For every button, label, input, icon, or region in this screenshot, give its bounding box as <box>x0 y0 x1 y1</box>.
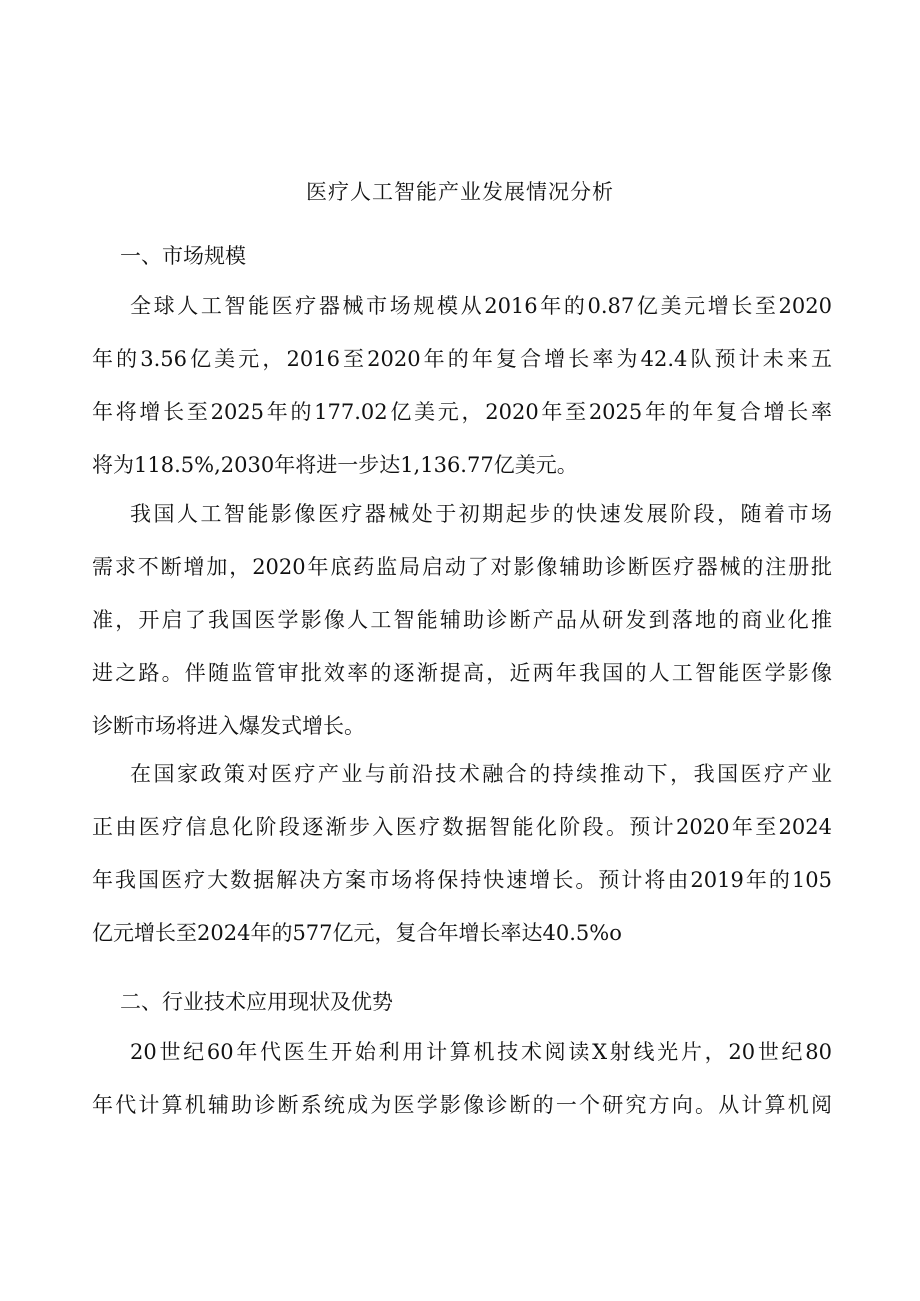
paragraph-line: 准，开启了我国医学影像人工智能辅助诊断产品从研发到落地的商业化推 <box>92 608 832 632</box>
paragraph-line: 年的3.56亿美元，2016至2020年的年复合增长率为42.4队预计未来五 <box>92 347 832 371</box>
paragraph-line: 亿元增长至2024年的577亿元，复合年增长率达40.5%o <box>92 921 622 945</box>
paragraph-line: 我国人工智能影像医疗器械处于初期起步的快速发展阶段，随着市场 <box>130 502 832 526</box>
paragraph-line: 将为118.5%,2030年将进一步达1,136.77亿美元。 <box>92 453 578 477</box>
section-heading-technology-status: 二、行业技术应用现状及优势 <box>120 990 393 1014</box>
paragraph-line: 年代计算机辅助诊断系统成为医学影像诊断的一个研究方向。从计算机阅 <box>92 1093 832 1117</box>
paragraph-line: 年我国医疗大数据解决方案市场将保持快速增长。预计将由2019年的105 <box>92 868 832 892</box>
paragraph <box>92 1026 832 1132</box>
section-heading-market-size: 一、市场规模 <box>120 244 246 268</box>
paragraph-line: 进之路。伴随监管审批效率的逐渐提高，近两年我国的人工智能医学影像 <box>92 661 832 685</box>
paragraph <box>92 748 832 960</box>
paragraph-line: 在国家政策对医疗产业与前沿技术融合的持续推动下，我国医疗产业 <box>130 762 832 786</box>
paragraph-line: 20世纪60年代医生开始利用计算机技术阅读X射线光片，20世纪80 <box>130 1040 832 1064</box>
paragraph <box>92 488 832 753</box>
paragraph-line: 年将增长至2025年的177.02亿美元，2020年至2025年的年复合增长率 <box>92 400 832 424</box>
paragraph-line: 正由医疗信息化阶段逐渐步入医疗数据智能化阶段。预计2020年至2024 <box>92 815 832 839</box>
paragraph-line: 全球人工智能医疗器械市场规模从2016年的0.87亿美元增长至2020 <box>130 294 832 318</box>
paragraph <box>92 280 832 492</box>
paragraph-line: 需求不断增加，2020年底药监局启动了对影像辅助诊断医疗器械的注册批 <box>92 555 832 579</box>
document-title: 医疗人工智能产业发展情况分析 <box>306 180 614 204</box>
paragraph-line: 诊断市场将进入爆发式增长。 <box>92 714 365 738</box>
